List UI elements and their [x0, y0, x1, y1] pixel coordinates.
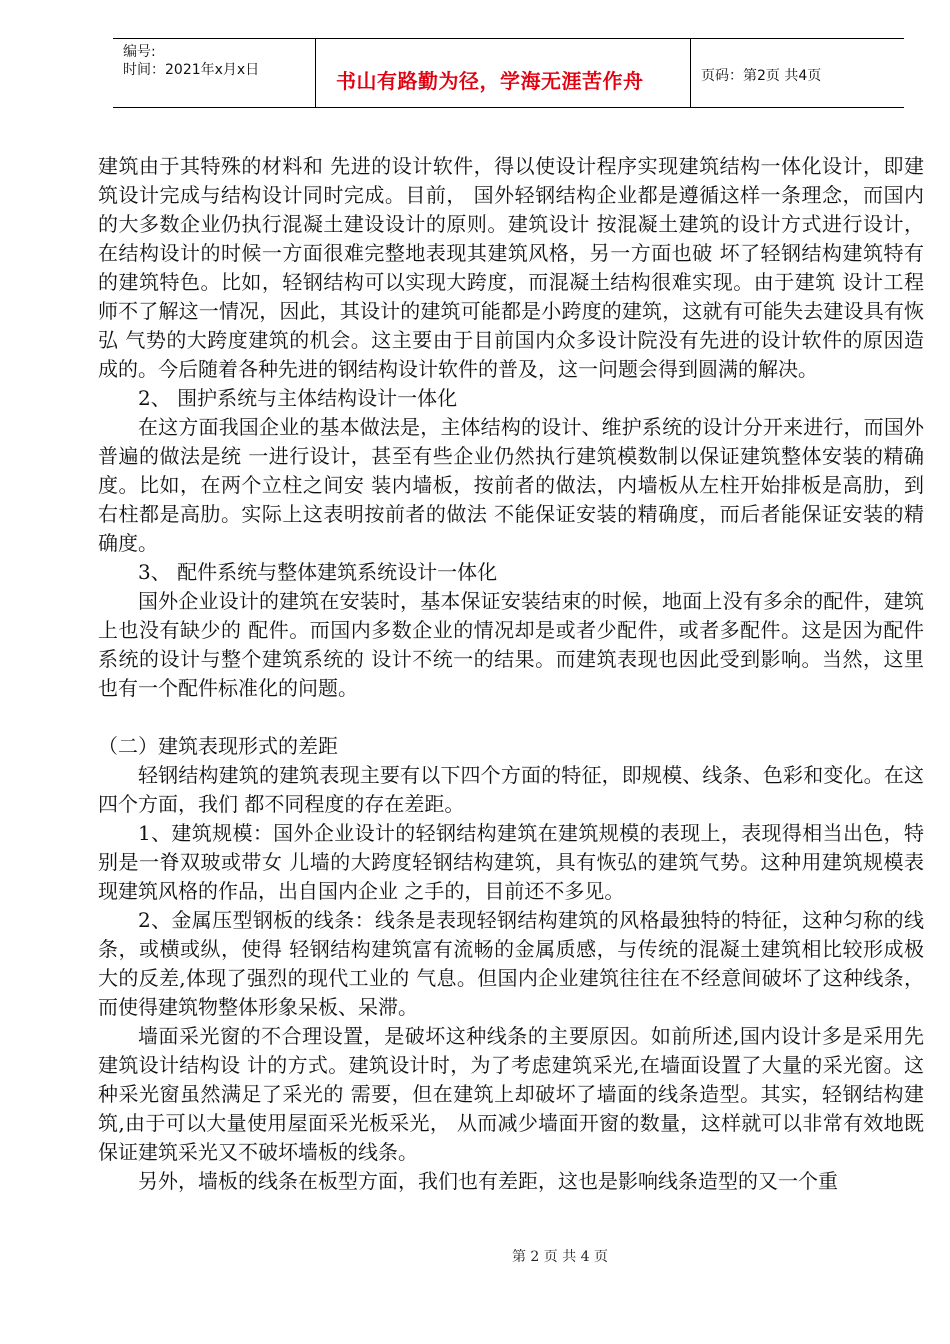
- subsection-heading: 3、 配件系统与整体建筑系统设计一体化: [138, 560, 498, 584]
- paragraph: 1、建筑规模：国外企业设计的轻钢结构建筑在建筑规模的表现上，表现得相当出色，特别是一脊双玻或带女 儿墙的大跨度轻钢结构建筑，具有恢弘的建筑气势。这种用建筑规模表现建筑风格的作品，出自国内企业 之手的，目前还不多见。: [98, 821, 924, 903]
- paragraph: 墙面采光窗的不合理设置，是破坏这种线条的主要原因。如前所述,国内设计多是采用先建筑设计结构设 计的方式。建筑设计时，为了考虑建筑采光,在墙面设置了大量的采光窗。这种采光窗虽然满足了采光的 需要，但在建筑上却破坏了墙面的线条造型。其实，轻钢结构建筑,由于可以大量使用屋面采光板采光， 从而减少墙面开窗的数量，这样就可以非常有效地既保证建筑采光又不破坏墙板的线条。: [98, 1024, 924, 1164]
- page-footer: [0, 1246, 950, 1266]
- document-body: [98, 152, 924, 1196]
- header-page-cell: [691, 39, 904, 107]
- paragraph: 轻钢结构建筑的建筑表现主要有以下四个方面的特征，即规模、线条、色彩和变化。在这四个方面，我们 都不同程度的存在差距。: [98, 763, 924, 816]
- time-label: 时间：2021年x月x日: [123, 62, 260, 78]
- paragraph: 在这方面我国企业的基本做法是，主体结构的设计、维护系统的设计分开来进行，而国外普遍的做法是统 一进行设计，甚至有些企业仍然执行建筑模数制以保证建筑整体安装的精确度。比如，在两个立柱之间安 装内墙板，按前者的做法，内墙板从左柱开始排板是高肋，到右柱都是高肋。实际上这表明按前者的做法 不能保证安装的精确度，而后者能保证安装的精确度。: [98, 415, 924, 555]
- paragraph: 2、金属压型钢板的线条：线条是表现轻钢结构建筑的风格最独特的特征，这种匀称的线条，或横或纵，使得 轻钢结构建筑富有流畅的金属质感，与传统的混凝土建筑相比较形成极大的反差,体现了强烈的现代工业的 气息。但国内企业建筑往往在不经意间破坏了这种线条，而使得建筑物整体形象呆板、呆滞。: [98, 908, 924, 1019]
- section-heading: （二）建筑表现形式的差距: [98, 734, 338, 758]
- paragraph: 另外，墙板的线条在板型方面，我们也有差距，这也是影响线条造型的又一个重: [138, 1169, 838, 1193]
- motto-text: 书山有路勤为径，学海无涯苦作舟: [336, 69, 644, 93]
- header-motto-cell: [316, 39, 691, 107]
- page-info: 页码：第2页 共4页: [701, 68, 822, 84]
- paragraph: 建筑由于其特殊的材料和 先进的设计软件，得以使设计程序实现建筑结构一体化设计，即建筑设计完成与结构设计同时完成。目前， 国外轻钢结构企业都是遵循这样一条理念，而国内的大多数企业仍执行混凝土建设设计的原则。建筑设计 按混凝土建筑的设计方式进行设计，在结构设计的时候一方面很难完整地表现其建筑风格，另一方面也破 坏了轻钢结构建筑特有的建筑特色。比如，轻钢结构可以实现大跨度，而混凝土结构很难实现。由于建筑 设计工程师不了解这一情况，因此，其设计的建筑可能都是小跨度的建筑，这就有可能失去建设具有恢弘 气势的大跨度建筑的机会。这主要由于目前国内众多设计院没有先进的设计软件的原因造成的。今后随着各种先进的钢结构设计软件的普及，这一问题会得到圆满的解决。: [98, 154, 924, 381]
- number-label: 编号:: [123, 44, 156, 60]
- header-meta-cell: [113, 39, 316, 107]
- paragraph: 国外企业设计的建筑在安装时，基本保证安装结束的时候，地面上没有多余的配件，建筑上也没有缺少的 配件。而国内多数企业的情况却是或者少配件，或者多配件。这是因为配件系统的设计与整个建筑系统的 设计不统一的结果。而建筑表现也因此受到影响。当然，这里也有一个配件标准化的问题。: [98, 589, 924, 700]
- document-header: [113, 38, 904, 108]
- footer-page-number: 第 2 页 共 4 页: [511, 1249, 609, 1265]
- subsection-heading: 2、 围护系统与主体结构设计一体化: [138, 386, 458, 410]
